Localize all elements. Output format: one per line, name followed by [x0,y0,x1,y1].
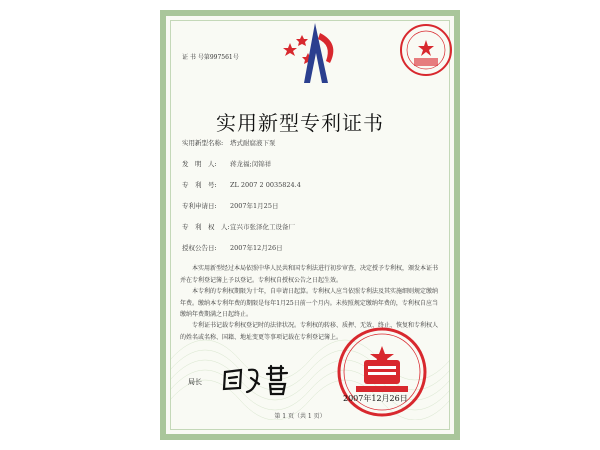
field-row-application-date [182,201,278,210]
director-signature [215,358,305,398]
page-number: 第 1 页（共 1 页） [274,413,326,420]
field-label: 授权公告日: [182,244,217,252]
official-red-seal [336,326,428,418]
field-value: ZL 2007 2 0035824.4 [230,181,301,189]
certificate-paragraph-1: 本实用新型经过本局依照中华人民共和国专利法进行初步审查，决定授予专利权，颁发本证书并在专利登记簿上予以登记。专利权自授权公告之日起生效。 [180,265,439,284]
certificate-paragraph-3: 专利证书记载专利权登记时的法律状况。专利权的转移、质押、无效、终止、恢复和专利权人的姓名或名称、国籍、地址变更等事项记载在专利登记簿上。 [180,322,439,341]
seal-date: 2007年12月26日 [343,394,408,403]
field-value: 2007年12月26日 [230,244,283,252]
certificate-title: 实用新型专利证书 [216,111,384,135]
patent-office-logo [270,13,360,93]
field-row-grant-date [182,243,283,252]
field-label: 发 明 人: [182,160,217,168]
field-value: 宜兴市张泽化工设备厂 [230,223,295,231]
field-label: 实用新型名称: [182,139,224,147]
field-label: 专 利 号: [182,181,217,189]
field-value: 蒋龙福;闵锦祥 [230,160,272,168]
field-row-inventor [182,159,271,168]
certificate-paragraph-2: 本专利的专利权期限为十年，自申请日起算。专利权人应当依照专利法及其实施细则规定缴纳年费。缴纳本专利年费的期限是每年1月25日前一个月内。未按照规定缴纳年费的，专利权自应当缴纳年费期满之日起终止。 [180,288,439,318]
field-label: 专 利 权 人: [182,223,230,231]
certificate-number: 证 书 号第997561号 [182,54,239,61]
field-row-name [182,138,276,147]
field-value: 2007年1月25日 [230,202,279,210]
director-label: 局长 [188,378,202,386]
field-value: 塔式耐腐液下泵 [230,139,276,147]
field-row-patent-number [182,180,301,189]
field-row-patentee [182,222,295,231]
small-seal-stamp [398,22,454,78]
field-label: 专利申请日: [182,202,217,210]
